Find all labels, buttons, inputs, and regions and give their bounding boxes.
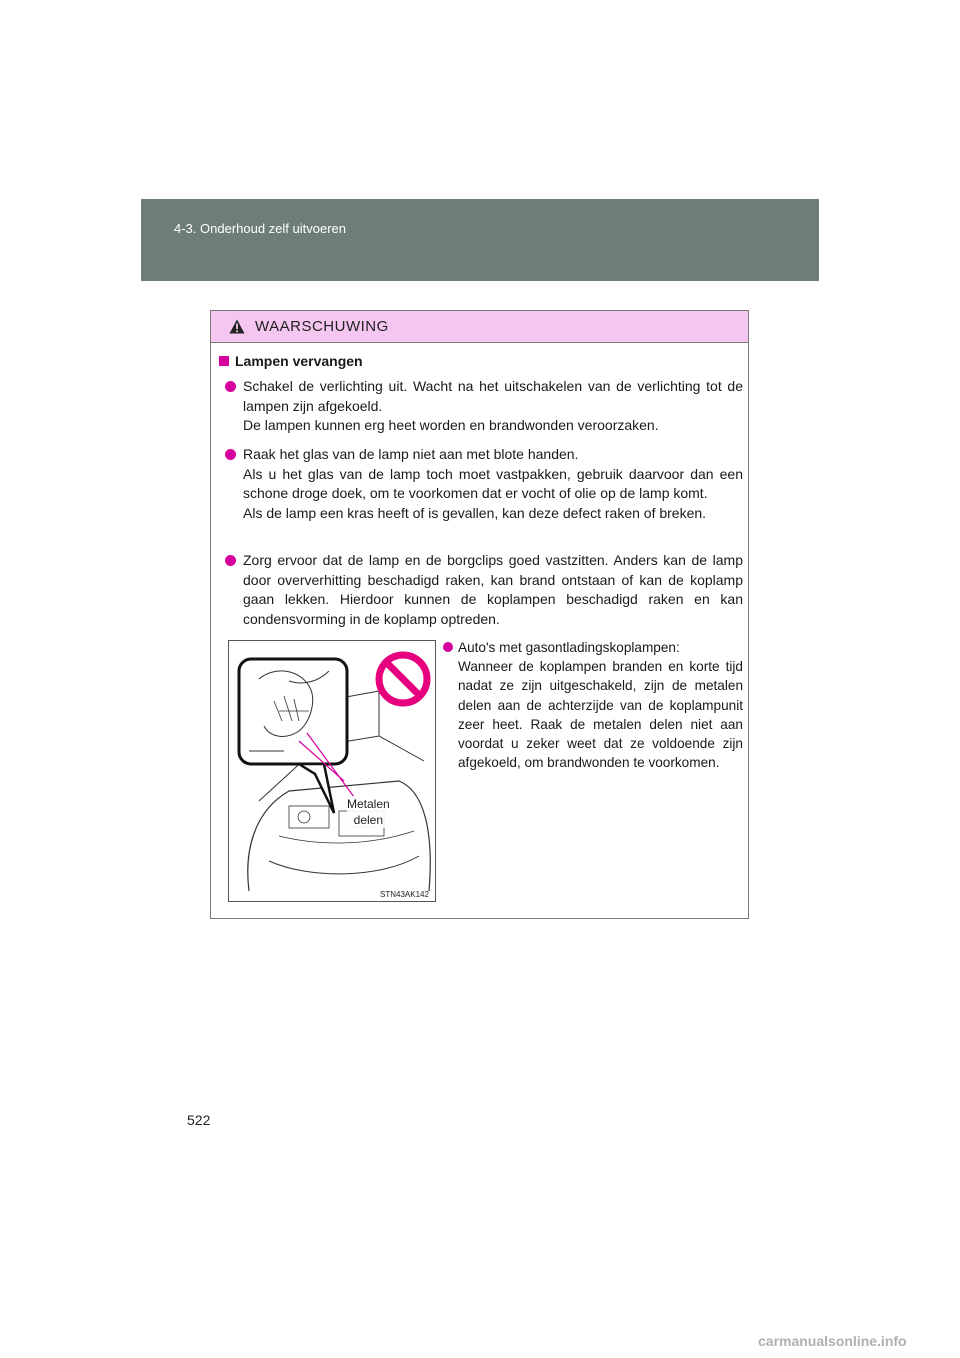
warning-item: [225, 445, 743, 523]
warning-box: [210, 310, 749, 919]
side-note: [443, 638, 743, 772]
bullet-dot-icon: [443, 642, 453, 652]
item-text-line: Als de lamp een kras heeft of is gevallen, kan deze defect raken of breken.: [243, 504, 707, 521]
bullet-dot-icon: [225, 449, 236, 460]
section-heading-text: Lampen vervangen: [235, 353, 363, 369]
warning-header: [211, 311, 748, 343]
section-heading: [219, 353, 363, 369]
callout-label-line: Metalen: [347, 797, 390, 811]
warning-title: WAARSCHUWING: [255, 318, 389, 335]
item-text-line: Raak het glas van de lamp niet aan met blote handen.: [243, 446, 579, 462]
section-title: 4-3. Onderhoud zelf uitvoeren: [174, 221, 346, 236]
side-note-line: Wanneer de koplampen branden en korte tijd nadat ze zijn uitgeschakeld, zijn de metalen delen aan de achterzijde van de koplampunit zeer heet. Raak de metalen delen niet aan voordat u zeker weet dat ze voldoende zijn afgekoeld, om brandwonden te voorkomen.: [458, 659, 743, 771]
bullet-dot-icon: [225, 555, 236, 566]
item-text-line: Zorg ervoor dat de lamp en de borgclips goed vastzitten. Anders kan de lamp door oververhitting beschadigd raken, kan brand ontstaan of kan de koplamp gaan lekken. Hierdoor kunnen de koplampen beschadigd raken en kan condensvorming in de koplamp optreden.: [243, 552, 743, 627]
watermark: carmanualsonline.info: [758, 1333, 907, 1349]
item-text-line: Schakel de verlichting uit. Wacht na het uitschakelen van de verlichting tot de lampen zijn afgekoeld.: [243, 378, 743, 414]
headlamp-illustration: [228, 640, 436, 902]
callout-label: [347, 796, 390, 828]
warning-triangle-icon: [229, 319, 245, 334]
page-number: 522: [187, 1112, 211, 1128]
item-text-line: Als u het glas van de lamp toch moet vastpakken, gebruik daarvoor dan een schone droge doek, om te voorkomen dat er vocht of olie op de lamp komt.: [243, 465, 743, 501]
item-text-line: De lampen kunnen erg heet worden en brandwonden veroorzaken.: [243, 417, 659, 433]
side-note-line: Auto's met gasontladingskoplampen:: [458, 640, 680, 655]
bullet-dot-icon: [225, 381, 236, 392]
square-bullet-icon: [219, 356, 229, 366]
callout-label-line: delen: [353, 813, 384, 827]
figure-code: STN43AK142: [380, 890, 429, 899]
warning-item: [225, 377, 743, 436]
section-header-band: [141, 199, 819, 281]
warning-item: [225, 551, 743, 629]
